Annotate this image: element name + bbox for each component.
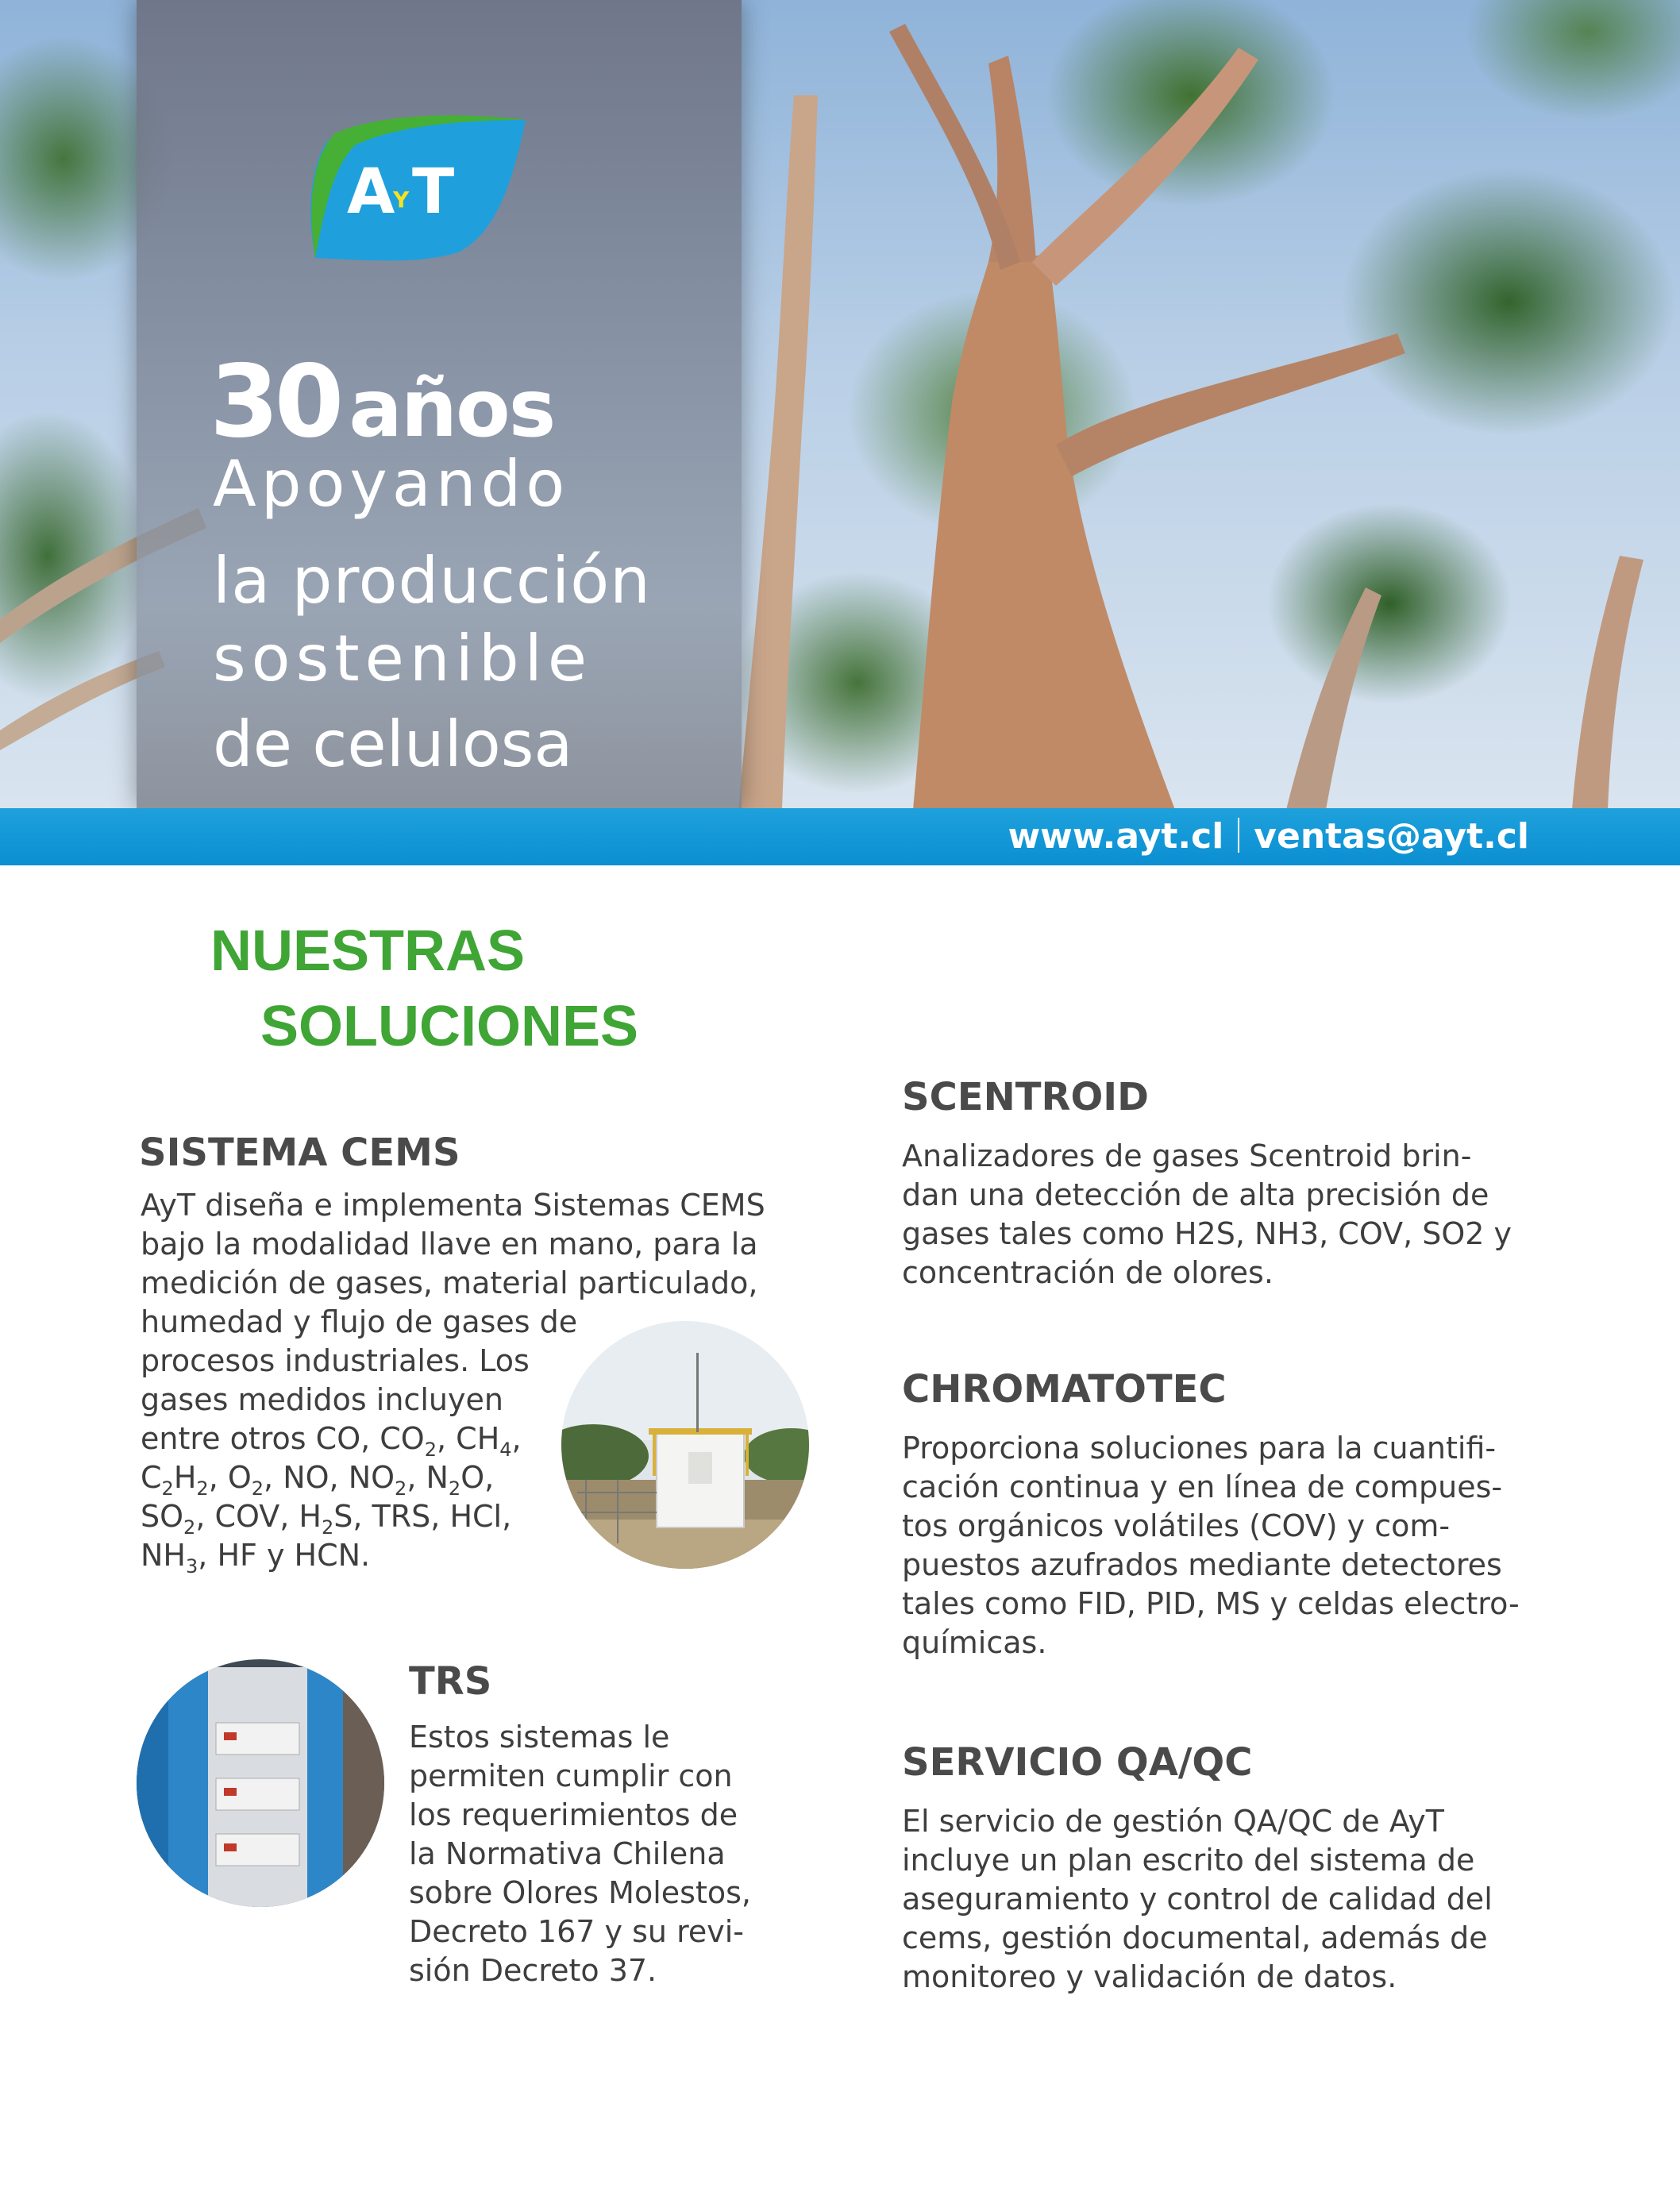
trs-line: la Normativa Chilena — [409, 1836, 726, 1871]
logo-letter-t: T — [412, 156, 455, 228]
trs-line: sión Decreto 37. — [409, 1953, 657, 1988]
email-link[interactable]: ventas@ayt.cl — [1254, 816, 1529, 857]
qaqc-line: El servicio de gestión QA/QC de AyT — [902, 1804, 1444, 1839]
section-title-line-2: SOLUCIONES — [260, 995, 639, 1058]
hero-banner — [0, 0, 1680, 810]
qaqc-line: incluye un plan escrito del sistema de — [902, 1843, 1475, 1878]
monitoring-station-photo — [561, 1321, 809, 1569]
chromatotec-line: Proporciona soluciones para la cuantifi- — [902, 1431, 1497, 1466]
cems-line: medición de gases, material particulado, — [141, 1265, 758, 1300]
anniversary-heading — [210, 343, 554, 462]
trs-line: los requerimientos de — [409, 1797, 738, 1832]
chromatotec-line: puestos azufrados mediante detectores — [902, 1547, 1502, 1582]
years-number: 30 — [210, 343, 340, 460]
qaqc-description — [902, 1802, 1493, 1997]
scentroid-description — [902, 1137, 1512, 1292]
tagline-line-3: sostenible — [213, 622, 593, 695]
trs-line: permiten cumplir con — [409, 1758, 733, 1793]
cems-gases-line-3: $SO_2$, COV, $H_2S$, TRS, HCl, — [141, 1499, 512, 1539]
scentroid-title: SCENTROID — [902, 1075, 1149, 1119]
scentroid-line: gases tales como H2S, NH3, COV, SO2 y — [902, 1216, 1512, 1251]
years-word: años — [349, 362, 555, 455]
qaqc-line: monitoreo y validación de datos. — [902, 1959, 1397, 1994]
cems-line: gases medidos incluyen — [141, 1382, 503, 1417]
cems-gases-line-4: $NH_3$, HF y HCN. — [141, 1538, 371, 1577]
chromatotec-line: cación continua y en línea de compues- — [902, 1470, 1503, 1504]
cems-line: bajo la modalidad llave en mano, para la — [141, 1227, 758, 1262]
cems-line: procesos industriales. Los — [141, 1343, 530, 1378]
cems-gases-line-2: $C_2H_2$, $O_2$, NO, $NO_2$, $N_2O$, — [141, 1460, 495, 1500]
tagline-line-1: Apoyando — [213, 447, 570, 521]
section-title-line-1: NUESTRAS — [210, 919, 526, 983]
scentroid-line: dan una detección de alta precisión de — [902, 1177, 1489, 1212]
chromatotec-title: CHROMATOTEC — [902, 1367, 1227, 1412]
chromatotec-line: químicas. — [902, 1625, 1047, 1660]
qaqc-line: cems, gestión documental, además de — [902, 1920, 1488, 1955]
cems-title: SISTEMA CEMS — [139, 1131, 460, 1175]
qaqc-title: SERVICIO QA/QC — [902, 1740, 1253, 1785]
trs-line: Estos sistemas le — [409, 1720, 670, 1755]
website-link[interactable]: www.ayt.cl — [1008, 816, 1224, 857]
chromatotec-line: tales como FID, PID, MS y celdas electro- — [902, 1586, 1520, 1621]
cems-line: AyT diseña e implementa Sistemas CEMS — [141, 1188, 765, 1223]
logo-letter-y: Y — [393, 187, 410, 213]
cems-gases-line-1: entre otros CO, $CO_2$, $CH_4$, — [141, 1421, 522, 1461]
contact-info — [1008, 814, 1529, 860]
trs-cabinet-photo — [137, 1659, 384, 1907]
logo-letter-a: A — [347, 156, 395, 228]
tagline-line-4: de celulosa — [213, 707, 573, 781]
ayt-logo — [299, 114, 526, 264]
scentroid-line: concentración de olores. — [902, 1255, 1273, 1290]
chromatotec-description — [902, 1429, 1520, 1662]
trs-line: Decreto 167 y su revi- — [409, 1914, 744, 1949]
chromatotec-line: tos orgánicos volátiles (COV) y com- — [902, 1508, 1451, 1543]
qaqc-line: aseguramiento y control de calidad del — [902, 1882, 1493, 1916]
contact-separator — [1238, 818, 1239, 853]
scentroid-line: Analizadores de gases Scentroid brin- — [902, 1138, 1472, 1173]
trs-title: TRS — [409, 1659, 492, 1704]
trs-description — [409, 1718, 751, 1990]
cems-line: humedad y flujo de gases de — [141, 1304, 578, 1339]
tagline-line-2: la producción — [213, 544, 651, 618]
trs-line: sobre Olores Molestos, — [409, 1875, 751, 1910]
